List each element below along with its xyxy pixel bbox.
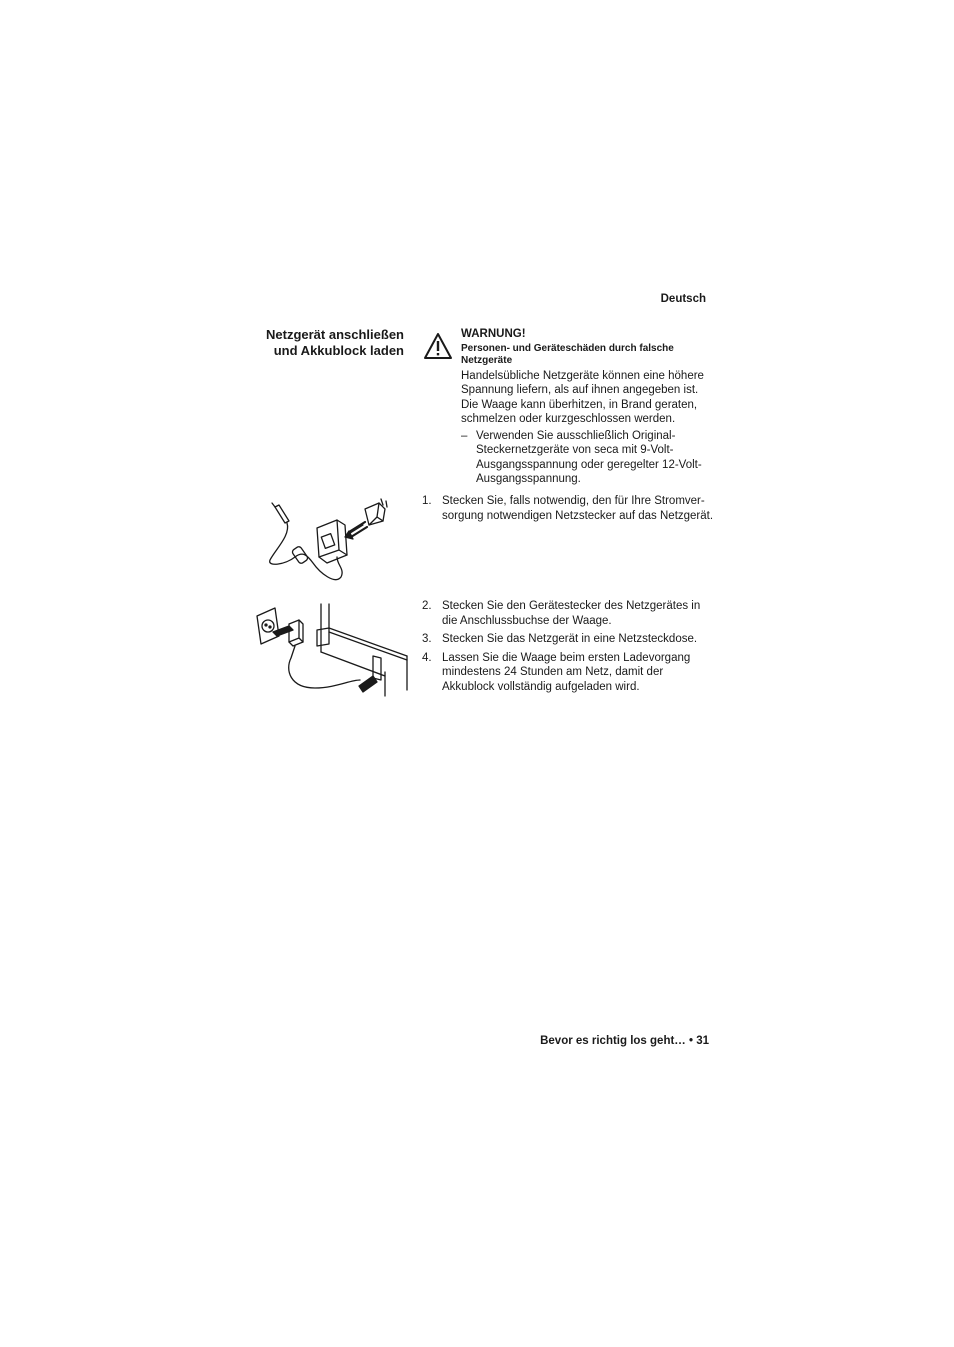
warning-bullet-text: Verwenden Sie ausschließlich Original-Steckernetzgeräte von seca mit 9-Volt-Ausgangsspannung oder geregelter 12-Volt-Ausgangsspannung. [476, 429, 702, 485]
list-item [422, 632, 714, 647]
bullet-marker: – [461, 429, 468, 442]
section-title-line1: Netzgerät anschließen [266, 327, 404, 342]
page-footer: Bevor es richtig los geht… • 31 [540, 1035, 709, 1047]
steps-list-b [422, 599, 714, 698]
step-text: Stecken Sie, falls notwendig, den für Ihre Stromver-sorgung notwendigen Netzstecker auf das Netzgerät. [442, 495, 714, 522]
step-text: Stecken Sie den Gerätestecker des Netzgerätes in die Anschlussbuchse der Waage. [442, 600, 701, 627]
step-number: 4. [422, 651, 432, 664]
step-number: 2. [422, 600, 432, 612]
warning-text: Handelsübliche Netzgeräte können eine höhere Spannung liefern, als auf ihnen angegeben ist. Die Waage kann überhitzen, in Brand geraten, schmelzen oder kurzgeschlossen werden. [461, 369, 704, 425]
step-number: 3. [422, 633, 432, 645]
warning-block [461, 327, 713, 487]
language-label: Deutsch [660, 293, 706, 305]
power-adapter-illustration [265, 495, 395, 590]
step-text: Lassen Sie die Waage beim ersten Ladevorgang mindestens 24 Stunden am Netz, damit der Akkublock vollständig aufgeladen wird. [442, 651, 691, 693]
warning-heading: WARNUNG! [461, 328, 526, 340]
warning-subheading: Personen- und Geräteschäden durch falsche Netzgeräte [461, 342, 674, 366]
list-item [422, 651, 714, 695]
connect-scale-illustration [255, 600, 415, 700]
list-item [422, 599, 714, 628]
list-item [422, 494, 714, 523]
warning-bullet [461, 429, 713, 487]
steps-list-a [422, 494, 714, 527]
warning-triangle-icon [423, 332, 453, 360]
section-title [204, 327, 404, 359]
step-number: 1. [422, 495, 432, 507]
section-title-line2: und Akkublock laden [273, 343, 404, 358]
step-text: Stecken Sie das Netzgerät in eine Netzsteckdose. [442, 633, 698, 645]
